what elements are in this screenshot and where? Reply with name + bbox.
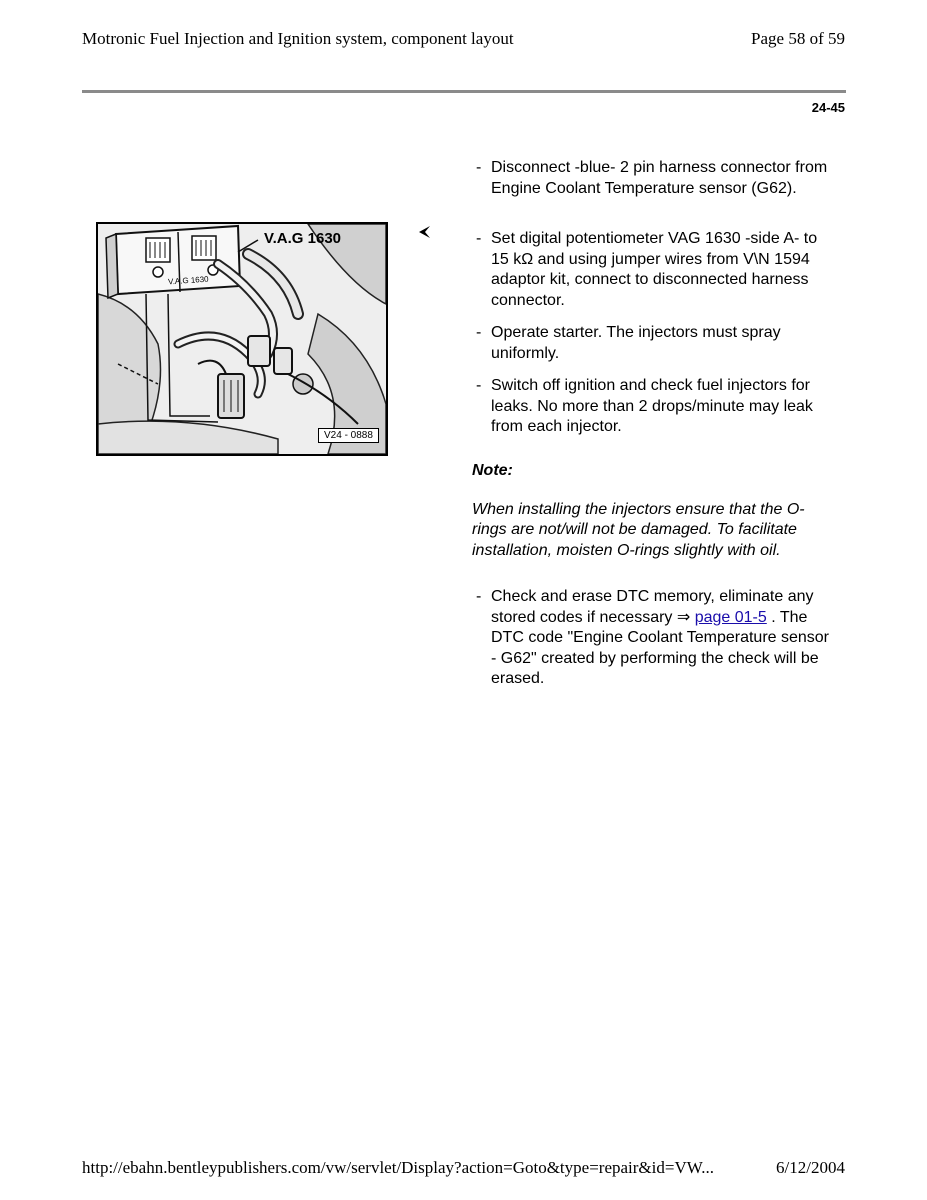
step-operate-starter: - Operate starter. The injectors must spray uniformly. (472, 323, 846, 364)
page-counter: Page 58 of 59 (751, 29, 845, 48)
footer-date: 6/12/2004 (776, 1158, 845, 1177)
step-text: stored codes if necessary ⇒ (491, 608, 695, 626)
step-line: erased. (491, 670, 545, 687)
step-check-leaks: - Switch off ignition and check fuel injectors for leaks. No more than 2 drops/minute may leak from each injector. (472, 376, 846, 438)
page-01-5-link[interactable]: page 01-5 (694, 608, 767, 626)
pointer-arrow-icon (417, 224, 433, 240)
step-check-dtc: - Check and erase DTC memory, eliminate any stored codes if necessary ⇒ page 01-5 . The DTC code "Engine Coolant Temperature sensor - G62" created by performing the check will be erased. (472, 587, 846, 690)
step-line: Disconnect -blue- 2 pin harness connector from (491, 159, 828, 176)
step-line: uniformly. (491, 344, 560, 362)
illustration-drawing (98, 224, 386, 454)
vag1630-box-label: V.A.G 1630 (167, 274, 209, 287)
step-line: adaptor kit, connect to disconnected harness (491, 271, 809, 288)
note-text (472, 500, 846, 562)
step-set-potentiometer: - Set digital potentiometer VAG 1630 -side A- to 15 kΩ and using jumper wires from V\N 1594 adaptor kit, connect to disconnected harness connector. (472, 229, 846, 311)
step-line: Set digital potentiometer VAG 1630 -side A- to (491, 230, 818, 247)
note-heading: Note: (472, 461, 513, 479)
note-line: When installing the injectors ensure that the O- (472, 500, 805, 518)
section-page-number: 24-45 (811, 100, 845, 115)
document-title: Motronic Fuel Injection and Ignition system, component layout (82, 29, 514, 48)
vag1630-label: V.A.G 1630 (264, 230, 341, 247)
step-line: Switch off ignition and check fuel injectors for (491, 377, 810, 394)
note-line: rings are not/will not be damaged. To facilitate (472, 521, 797, 538)
step-line: Check and erase DTC memory, eliminate any (491, 588, 814, 605)
header-divider (82, 90, 846, 93)
step-line: - G62" created by performing the check will be (491, 649, 819, 667)
step-line: 15 kΩ and using jumper wires from V\N 1594 (491, 250, 810, 268)
step-line: Engine Coolant Temperature sensor (G62). (491, 179, 797, 197)
footer-url: http://ebahn.bentleypublishers.com/vw/servlet/Display?action=Goto&type=repair&id=VW... (82, 1158, 714, 1177)
step-line: connector. (491, 291, 565, 309)
step-line: Operate starter. The injectors must spray (491, 324, 781, 341)
illustration-vag1630-connection (96, 222, 388, 456)
figure-code: V24 - 0888 (318, 428, 379, 443)
step-line: DTC code "Engine Coolant Temperature sensor (491, 629, 830, 646)
step-line: from each injector. (491, 418, 622, 435)
step-disconnect-connector: - Disconnect -blue- 2 pin harness connector from Engine Coolant Temperature sensor (G62). (472, 158, 846, 199)
step-line: leaks. No more than 2 drops/minute may leak (491, 397, 813, 415)
instruction-column (472, 158, 846, 702)
note-line: installation, moisten O-rings slightly with oil. (472, 541, 781, 559)
step-text: . The (766, 608, 808, 626)
step-line-with-link (491, 608, 846, 629)
